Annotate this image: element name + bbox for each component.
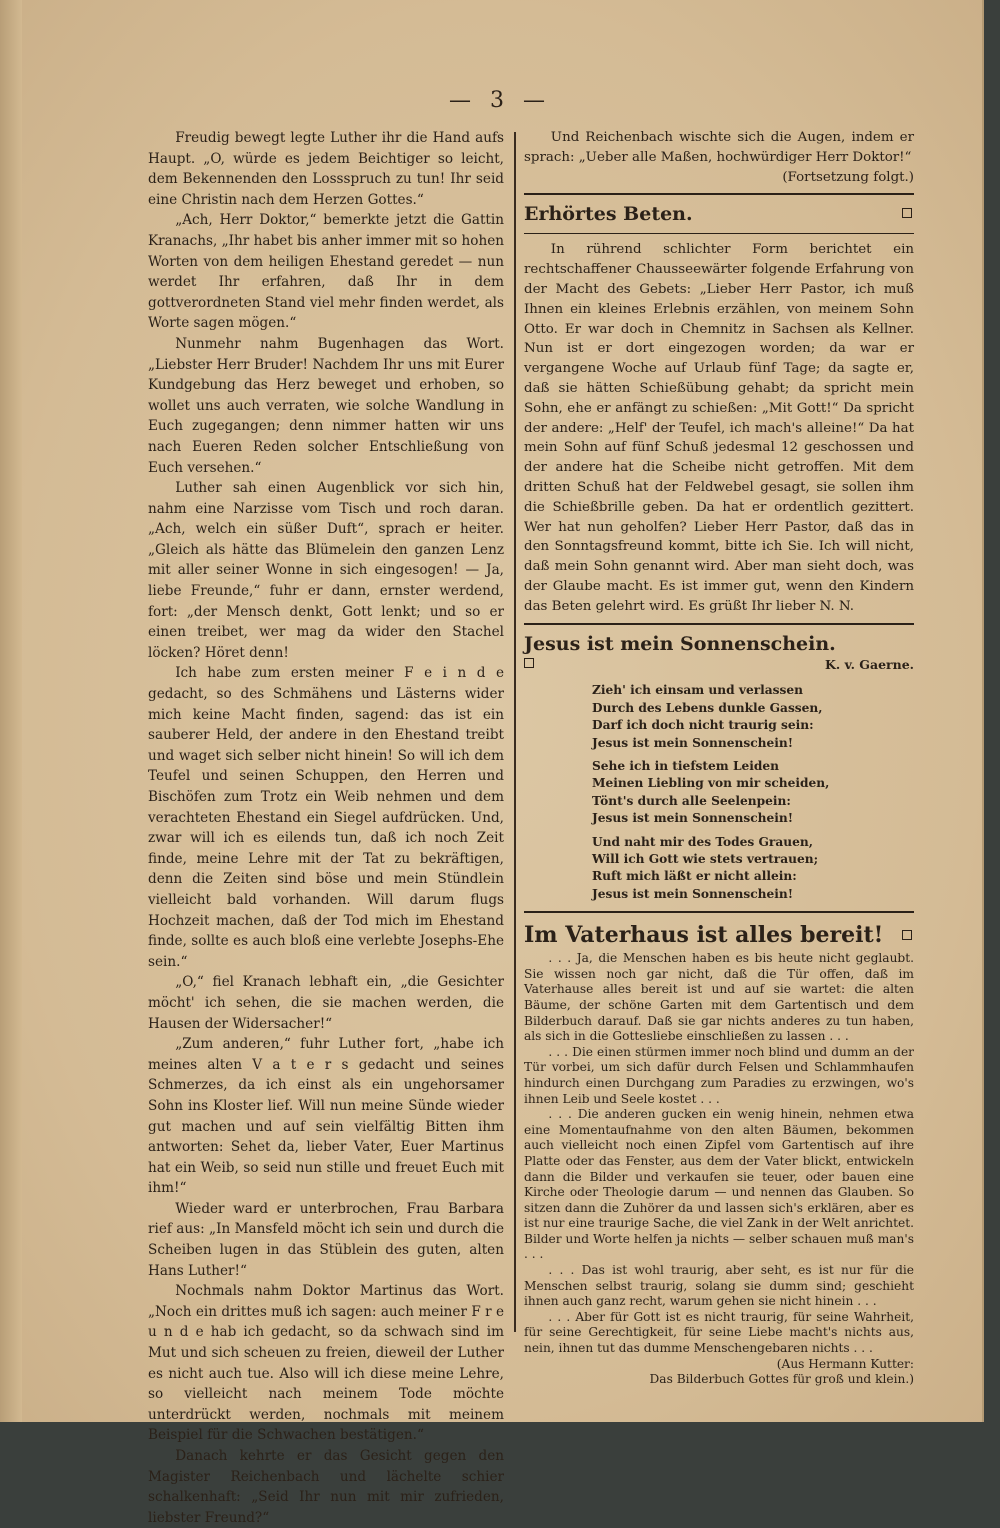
paragraph: „O,“ fiel Kranach lebhaft ein, „die Gesichter möcht' ich sehen, die sie machen werden, die Hausen der Widersacher!“ bbox=[148, 974, 504, 1032]
poem-line: Will ich Gott wie stets vertrauen; bbox=[592, 851, 819, 866]
paragraph: Freudig bewegt legte Luther ihr die Hand aufs Haupt. „O, würde es jedem Beichtiger so leicht, dem Bekennenden den Lossspruch zu tun! Ihr seid eine Christin nach dem Herzen Gottes.“ bbox=[148, 130, 504, 208]
poem-line: Jesus ist mein Sonnenschein! bbox=[592, 811, 794, 826]
section-title-text: Jesus ist mein Sonnenschein. bbox=[524, 632, 836, 655]
square-ornament-icon bbox=[524, 658, 534, 668]
section-title-vaterhaus bbox=[524, 919, 914, 951]
section-text: In rührend schlichter Form berichtet ein rechtschaffener Chausseewärter folgende Erfahrung von der Macht des Gebets: „Lieber Herr Pastor, ich muß Ihnen ein kleines Erlebnis erzählen, von meinem Sohn Otto. Er war doch in Chemnitz in Sachsen als Kellner. Nun ist er dort eingezogen worden; da war er vergangene Woche auf Urlaub fünf Tage; da sagte er, daß sie hätten Schießübung gehabt; da spricht mein Sohn, ehe er anfängt zu schießen: „Mit Gott!“ Da spricht der andere: „Helf' der Teufel, ich mach's alleine!“ Da hat mein Sohn auf fünf Schuß jedesmal 12 geschossen und der andere hat die Scheibe nicht getroffen. Mit dem dritten Schuß hat der Feldwebel gesagt, sie sollen ihm die Schießbrille geben. Da hat er ordentlich gezittert. Wer hat nun geholfen? Lieber Herr Pastor, daß das in den Sonntagsfreund kommt, bitte ich Sie. Ich will nicht, daß mein Sohn genannt wird. Aber man sieht doch, was der Glaube macht. Es ist immer gut, wenn den Kindern das Beten gelehrt wird. Es grüßt Ihr lieber N. N. bbox=[524, 242, 914, 614]
paragraph: . . . Die anderen gucken ein wenig hinein, nehmen etwa eine Momentaufnahme von den alten Bäumen, bekommen auch vielleicht noch einen Zipfel vom Gartentisch auf ihre Platte oder das Fenster, aus dem der Vater blickt, entwickeln dann die Bilder und verkaufen sie teuer, oder bauen eine Kirche oder Theologie darum — und nennen das Glauben. So sitzen dann die Zuhörer da und lassen sich's erklären, aber es ist nur eine traurige Sache, die viel Zank in der Welt anrichtet. Bilder und Worte helfen ja nichts — selber schauen muß man's . . . bbox=[524, 1107, 914, 1262]
paragraph: Ich habe zum ersten meiner F e i n d e gedacht, so des Schmähens und Lästerns wider mich keine Macht finden, sagend: das ist ein sauberer Held, der andere in den Ehestand treibt und waget sich selber nicht hinein! So will ich dem Teufel und seinen Schuppen, den Herren und Bischöfen zum Trotz ein Weib nehmen und dem verachteten Ehestand ein Siegel aufdrücken. Und, zwar will ich es eilends tun, daß ich noch Zeit finde, meine Lehre mit der Tat zu bekräftigen, denn die Zeiten sind böse und mein Stündlein vielleicht bald vorhanden. Will darum flugs Hochzeit machen, daß der Tod mich im Ehestand finde, sollte es auch bloß eine verlebte Josephs-Ehe sein.“ bbox=[148, 665, 504, 970]
poem-line: Sehe ich in tiefstem Leiden bbox=[592, 758, 780, 773]
page-number: — 3 — bbox=[449, 88, 551, 113]
poem bbox=[592, 682, 914, 903]
section-rule bbox=[524, 911, 914, 913]
square-ornament-icon bbox=[902, 208, 912, 218]
paragraph: . . . Aber für Gott ist es nicht traurig, für seine Wahrheit, für seine Gerechtigkeit, für seine Liebe macht's nichts aus, nein, ihnen tut das dumme Menschengebaren nichts . . . bbox=[524, 1309, 914, 1356]
poem-stanza bbox=[592, 758, 914, 828]
square-ornament-icon bbox=[902, 930, 912, 940]
poem-line: Ruft mich läßt er nicht allein: bbox=[592, 869, 797, 884]
poem-line: Jesus ist mein Sonnenschein! bbox=[592, 886, 794, 901]
source-citation-title: Das Bilderbuch Gottes für groß und klein.) bbox=[649, 1372, 914, 1387]
poem-line: Jesus ist mein Sonnenschein! bbox=[592, 735, 794, 750]
paragraph: Danach kehrte er das Gesicht gegen den Magister Reichenbach und lächelte schier schalkenhaft: „Seid Ihr nun mit mir zufrieden, liebster Freund?“ bbox=[148, 1448, 504, 1526]
author-line bbox=[524, 655, 914, 675]
poem-stanza bbox=[592, 834, 914, 904]
paragraph: Nochmals nahm Doktor Martinus das Wort. „Noch ein drittes muß ich sagen: auch meiner F r e u n d e hab ich gedacht, so da schwach sind im Mut und sich scheuen zu freien, dieweil der Luther es nicht auch tue. Also will ich diese meine Lehre, so vielleicht nach meinem Tode möchte unterdrückt werden, nochmals mit meinem Beispiel für die Schwachen bestätigen.“ bbox=[148, 1283, 504, 1444]
section-title-jesus bbox=[524, 631, 914, 657]
paragraph: . . . Das ist wohl traurig, aber seht, es ist nur für die Menschen selbst traurig, solang sie dumm sind; geschieht ihnen auch ganz recht, warum gehen sie nicht hinein . . . bbox=[524, 1263, 914, 1309]
section-title-text: Im Vaterhaus ist alles bereit! bbox=[524, 922, 884, 949]
section-rule bbox=[524, 623, 914, 625]
source-citation bbox=[524, 1357, 914, 1373]
paragraph: . . . Die einen stürmen immer noch blind und dumm an der Tür vorbei, um sich dafür durch Felsen und Schlammhaufen hindurch einen Durchgang zum Paradies zu erzwingen, wo's ihnen Leib und Seele kostet . . . bbox=[524, 1044, 914, 1106]
section-title-text: Erhörtes Beten. bbox=[524, 203, 693, 226]
left-column bbox=[148, 128, 504, 1528]
poem-line: Und naht mir des Todes Grauen, bbox=[592, 834, 813, 849]
poem-line: Darf ich doch nicht traurig sein: bbox=[592, 718, 814, 733]
paragraph: . . . Ja, die Menschen haben es bis heute nicht geglaubt. Sie wissen noch gar nicht, daß die Tür offen, daß im Vaterhause alles bereit ist und auf sie wartet: die alten Bäume, der schöne Garten mit dem Gartentisch und dem Bilderbuch darauf. Daß sie gar nichts anderes zu tun haben, als sich in die Gottesliebe einschließen zu lassen . . . bbox=[524, 951, 914, 1044]
section-body bbox=[524, 951, 914, 1388]
continuation-note: (Fortsetzung folgt.) bbox=[782, 169, 914, 185]
right-column bbox=[524, 128, 914, 1388]
section-rule bbox=[524, 193, 914, 195]
poem-line: Tönt's durch alle Seelenpein: bbox=[592, 793, 791, 808]
section-title-erhoertes-beten bbox=[524, 201, 914, 227]
poem-line: Durch des Lebens dunkle Gassen, bbox=[592, 700, 823, 715]
poem-line: Zieh' ich einsam und verlassen bbox=[592, 683, 804, 698]
paragraph: Luther sah einen Augenblick vor sich hin, nahm eine Narzisse vom Tisch und roch daran. „Ach, welch ein süßer Duft“, sprach er heiter. „Gleich als hätte das Blümelein den ganzen Lenz mit aller seiner Wonne in sich eingesogen! — Ja, liebe Freunde,“ fuhr er dann, ernster werdend, fort: „der Mensch denkt, Gott lenkt; und so er einen treibet, wer mag da wider den Stachel löcken? Höret denn! bbox=[148, 480, 504, 661]
column-divider bbox=[514, 132, 516, 1332]
paragraph: Wieder ward er unterbrochen, Frau Barbara rief aus: „In Mansfeld möcht ich sein und durch die Scheiben lugen in das Stüblein des guten, alten Hans Luther!“ bbox=[148, 1200, 504, 1279]
section-rule bbox=[524, 233, 914, 234]
poem-author: K. v. Gaerne. bbox=[825, 656, 914, 672]
source-line: (Aus Hermann Kutter: bbox=[776, 1356, 914, 1371]
paragraph: Nunmehr nahm Bugenhagen das Wort. „Liebster Herr Bruder! Nachdem Ihr uns mit Eurer Kundgebung das Herz beweget und erhoben, so wollet uns auch verraten, wie solche Wandlung in Euch zugegangen; denn nimmer hatten wir uns nach Eueren Reden solcher Entschließung von Euch versehen.“ bbox=[148, 335, 504, 476]
paragraph: Und Reichenbach wischte sich die Augen, indem er sprach: „Ueber alle Maßen, hochwürdiger Herr Doktor!“ bbox=[524, 130, 914, 165]
paragraph: „Zum anderen,“ fuhr Luther fort, „habe ich meines alten V a t e r s gedacht und seines Schmerzes, da ich einst als ein ungehorsamer Sohn ins Kloster lief. Will nun meine Sünde wieder gut machen und auf sein vielfältig Bitten ihm antworten: Sehet da, lieber Vater, Euer Martinus hat ein Weib, so seid nun stille und freuet Euch mit ihm!“ bbox=[148, 1036, 504, 1197]
page-binding bbox=[0, 0, 22, 1422]
poem-stanza bbox=[592, 682, 914, 752]
poem-line: Meinen Liebling von mir scheiden, bbox=[592, 776, 830, 791]
paragraph: „Ach, Herr Doktor,“ bemerkte jetzt die Gattin Kranachs, „Ihr habet bis anher immer mit so hohen Worten von dem heiligen Ehestand geredet — nun werdet Ihr erfahren, daß Ihr in dem gottverordneten Stand viel mehr finden werdet, als Worte sagen mögen.“ bbox=[148, 212, 504, 332]
